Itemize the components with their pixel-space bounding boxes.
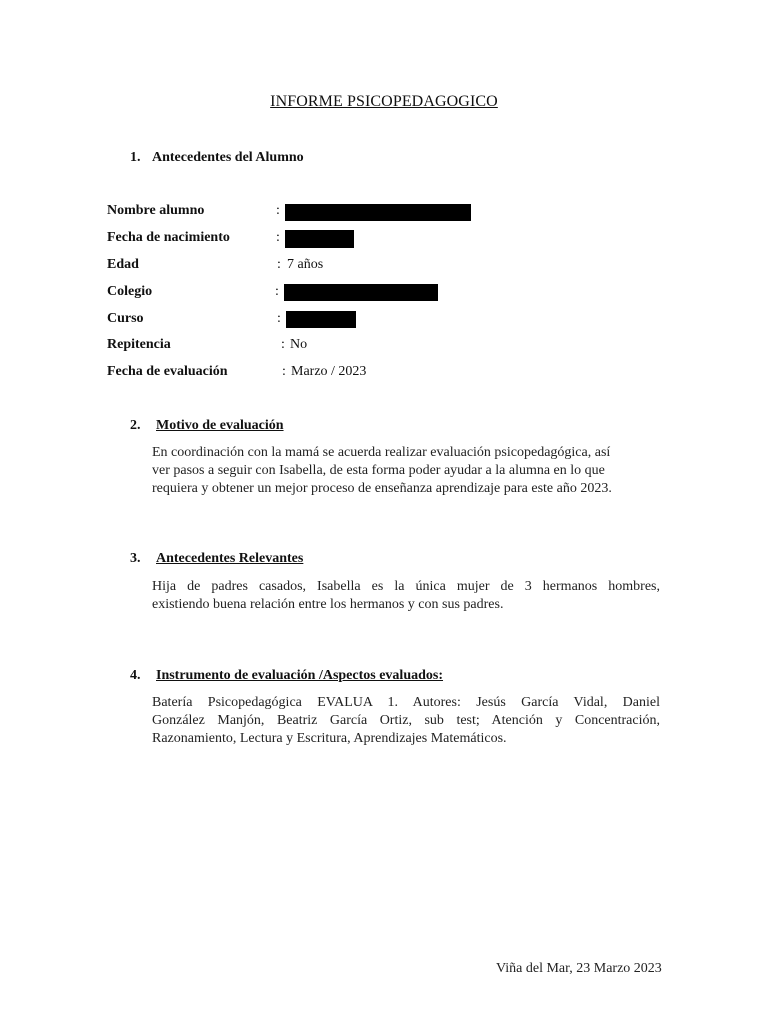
field-colon: : — [281, 337, 285, 352]
paragraph-line: Hija de padres casados, Isabella es la única mujer de 3 hermanos hombres, — [152, 579, 660, 594]
paragraph-line: En coordinación con la mamá se acuerda realizar evaluación psicopedagógica, así — [152, 445, 611, 460]
redacted-value — [284, 284, 438, 301]
paragraph-line: Razonamiento, Lectura y Escritura, Aprendizajes Matemáticos. — [152, 731, 507, 746]
redacted-value — [286, 311, 356, 328]
section-2-number: 2. — [130, 418, 141, 433]
section-3-number: 3. — [130, 551, 141, 566]
field-colon: : — [276, 230, 280, 245]
field-label: Curso — [107, 311, 144, 326]
section-2-paragraph — [152, 444, 660, 498]
redacted-value — [285, 204, 471, 221]
field-colon: : — [277, 311, 281, 326]
field-colon: : — [277, 257, 281, 272]
document-footer-date: Viña del Mar, 23 Marzo 2023 — [496, 961, 662, 976]
field-label: Colegio — [107, 284, 153, 299]
section-2-title: Motivo de evaluación — [156, 418, 284, 433]
paragraph-line: González Manjón, Beatriz García Ortiz, sub test; Atención y Concentración, — [152, 713, 660, 728]
document-title: INFORME PSICOPEDAGOGICO — [270, 93, 498, 110]
field-colon: : — [276, 203, 280, 218]
field-colon: : — [282, 364, 286, 379]
field-value: No — [290, 337, 308, 352]
field-label: Repitencia — [107, 337, 171, 352]
section-4-number: 4. — [130, 668, 141, 683]
field-label: Edad — [107, 257, 139, 272]
field-value: Marzo / 2023 — [291, 364, 367, 379]
section-4-title: Instrumento de evaluación /Aspectos evaluados: — [156, 668, 444, 683]
section-1-title: Antecedentes del Alumno — [152, 150, 304, 165]
field-label: Fecha de evaluación — [107, 364, 228, 379]
section-3-paragraph — [152, 578, 660, 614]
paragraph-line: ver pasos a seguir con Isabella, de esta forma poder ayudar a la alumna en lo que — [152, 463, 605, 478]
paragraph-line: existiendo buena relación entre los hermanos y con sus padres. — [152, 597, 504, 612]
section-1-number: 1. — [130, 150, 141, 165]
redacted-value — [285, 230, 354, 248]
section-3-title: Antecedentes Relevantes — [156, 551, 304, 566]
field-value: 7 años — [287, 257, 324, 272]
field-label: Nombre alumno — [107, 203, 205, 218]
section-4-paragraph — [152, 694, 660, 748]
paragraph-line: requiera y obtener un mejor proceso de enseñanza aprendizaje para este año 2023. — [152, 481, 612, 496]
field-colon: : — [275, 284, 279, 299]
paragraph-line: Batería Psicopedagógica EVALUA 1. Autores: Jesús García Vidal, Daniel — [152, 695, 660, 710]
field-label: Fecha de nacimiento — [107, 230, 230, 245]
